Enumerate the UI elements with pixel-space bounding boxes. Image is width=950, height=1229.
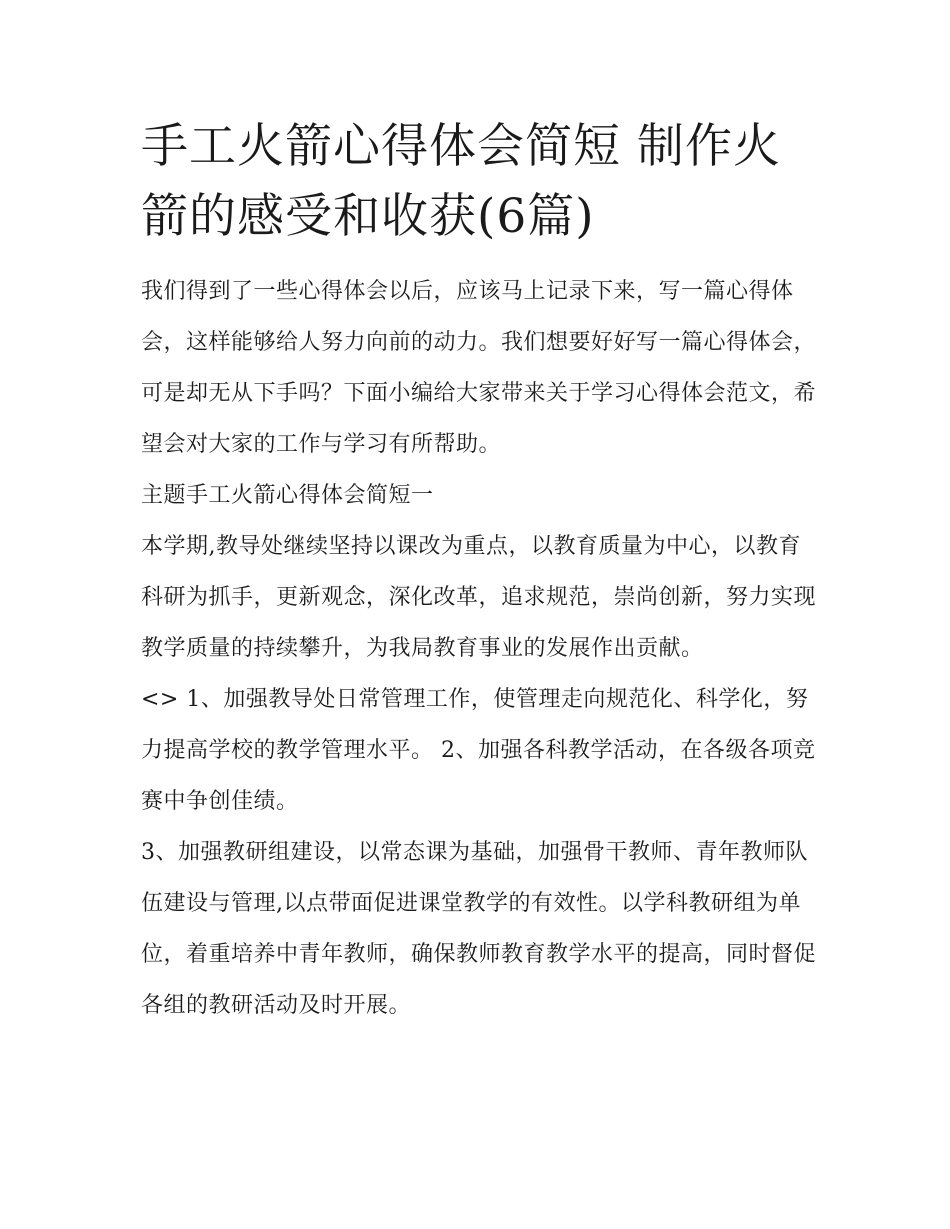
body-paragraph: <> 1、加强教导处日常管理工作，使管理走向规范化、科学化，努力提高学校的教学管理水平。 2、加强各科教学活动，在各级各项竞赛中争创佳绩。 (141, 687, 816, 814)
section-heading: 主题手工火箭心得体会简短一 (141, 483, 434, 508)
body-paragraph: 3、加强教研组建设，以常态课为基础，加强骨干教师、青年教师队伍建设与管理,以点带面促进课堂教学的有效性。以学科教研组为单位，着重培养中青年教师，确保教师教育教学水平的提高，同时督促各组的教研活动及时开展。 (141, 840, 817, 1018)
intro-paragraph: 我们得到了一些心得体会以后，应该马上记录下来，写一篇心得体会，这样能够给人努力向前的动力。我们想要好好写一篇心得体会，可是却无从下手吗？下面小编给大家带来关于学习心得体会范文，希望会对大家的工作与学习有所帮助。 (141, 279, 817, 457)
document-title: 手工火箭心得体会简短 制作火箭的感受和收获(6篇) (141, 119, 781, 244)
body-paragraph: 本学期,教导处继续坚持以课改为重点，以教育质量为中心，以教育科研为抓手，更新观念，深化改革，追求规范，崇尚创新，努力实现教学质量的持续攀升，为我局教育事业的发展作出贡献。 (141, 534, 817, 661)
document-page (141, 112, 821, 1031)
